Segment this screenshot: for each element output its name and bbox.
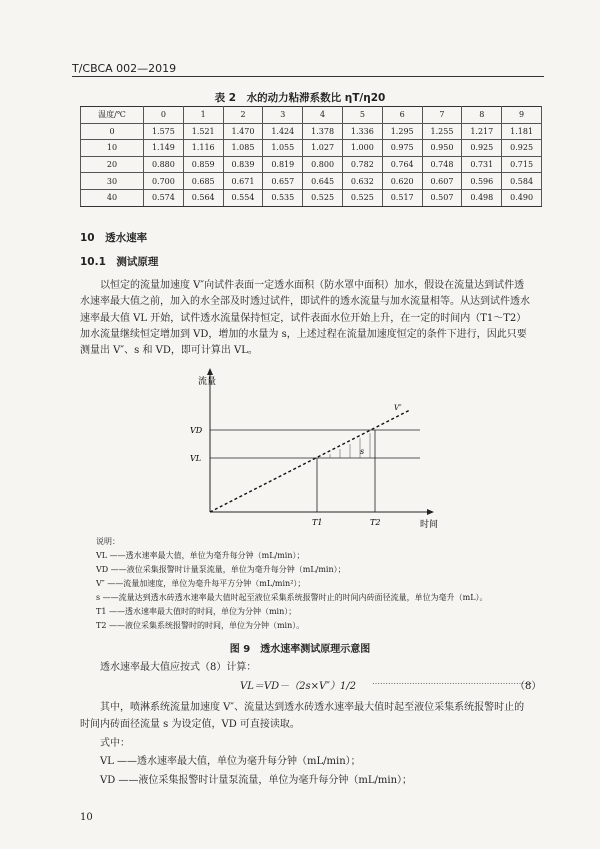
table-cell: 0.715 — [502, 156, 542, 173]
explanation-line: 时间内砖面径流量 s 为设定值，VD 可直接读取。 — [80, 719, 300, 730]
table-cell: 1.424 — [263, 123, 303, 140]
table-cell: 0.632 — [342, 173, 382, 190]
table-row — [81, 173, 542, 190]
subsection-heading: 10.1 测试原理 — [80, 256, 159, 268]
page-number: 10 — [80, 812, 93, 823]
formula: VL＝VD－（2s×V″）1/2 — [240, 681, 357, 692]
table-cell: 0.880 — [144, 156, 184, 173]
legend-item: VL ——透水速率最大值，单位为毫升每分钟（mL/min）； — [96, 551, 305, 560]
table-cell: 0.839 — [223, 156, 263, 173]
t2-label: T2 — [370, 518, 381, 527]
table-header-cell: 6 — [382, 107, 422, 124]
table-cell: 0.517 — [382, 189, 422, 206]
where-label: 式中： — [100, 738, 130, 749]
table-cell: 0.859 — [183, 156, 223, 173]
calc-intro: 透水速率最大值应按式（8）计算： — [100, 662, 257, 673]
table-cell: 0.782 — [342, 156, 382, 173]
y-axis-arrow — [207, 368, 213, 375]
table-cell: 0.574 — [144, 189, 184, 206]
figure-caption: 图 9 透水速率测试原理示意图 — [229, 644, 371, 655]
table-row — [81, 156, 542, 173]
header-rule — [72, 76, 544, 77]
table-cell: 0.950 — [422, 140, 462, 157]
table-cell: 0.731 — [462, 156, 502, 173]
table-cell: 0.620 — [382, 173, 422, 190]
viscosity-table — [80, 106, 542, 207]
table-cell: 1.470 — [223, 123, 263, 140]
table-cell: 0.700 — [144, 173, 184, 190]
area-label: s — [360, 447, 365, 456]
table-header-cell: 9 — [502, 107, 542, 124]
document-code: T/CBCA 002—2019 — [72, 62, 177, 75]
table-header-cell: 2 — [223, 107, 263, 124]
table-cell: 1.055 — [263, 140, 303, 157]
table-header-row — [81, 107, 542, 124]
table-caption: 表 2 水的动力粘滞系数比 ηT/η20 — [214, 92, 386, 104]
table-cell: 1.116 — [183, 140, 223, 157]
principle-paragraph — [80, 278, 544, 359]
flow-acceleration-line — [210, 410, 410, 512]
table-cell: 1.378 — [303, 123, 343, 140]
table-header-cell: 1 — [183, 107, 223, 124]
table-row — [81, 189, 542, 206]
legend-item: V″ ——流量加速度，单位为毫升每平方分钟（mL/min²）； — [96, 579, 306, 588]
table-cell: 1.217 — [462, 123, 502, 140]
table-header-cell: 8 — [462, 107, 502, 124]
figure-9-diagram — [180, 360, 450, 530]
legend-title: 说明： — [96, 537, 120, 546]
table-cell: 0.800 — [303, 156, 343, 173]
x-axis-arrow — [427, 509, 434, 515]
table-cell: 0.748 — [422, 156, 462, 173]
vl-label: VL — [190, 454, 202, 463]
table-cell: 0.607 — [422, 173, 462, 190]
x-axis-label: 时间 — [420, 520, 439, 530]
table-row-label: 30 — [81, 173, 144, 190]
table-cell: 1.085 — [223, 140, 263, 157]
table-header-cell: 0 — [144, 107, 184, 124]
vd-label: VD — [190, 426, 203, 435]
section-heading: 10 透水速率 — [80, 232, 148, 244]
legend-item: s ——流量达到透水砖透水速率最大值时起至液位采集系统报警时止的时间内砖面径流量，单位为毫升（mL）。 — [96, 593, 488, 602]
slope-label: V″ — [394, 404, 402, 412]
table-cell: 0.525 — [303, 189, 343, 206]
legend-item: T2 ——液位采集系统报警时的时间，单位为分钟（min）。 — [96, 621, 305, 630]
y-axis-label: 流量 — [198, 377, 217, 387]
table-row — [81, 140, 542, 157]
table-cell: 0.925 — [502, 140, 542, 157]
table-cell: 0.535 — [263, 189, 303, 206]
table-row-label: 20 — [81, 156, 144, 173]
table-cell: 0.657 — [263, 173, 303, 190]
equation-number: （8） — [515, 681, 542, 692]
table-cell: 0.525 — [342, 189, 382, 206]
table-header-cell: 温度/℃ — [81, 107, 144, 124]
leader-dots: …………………………………………………… — [372, 677, 532, 686]
table-cell: 0.671 — [223, 173, 263, 190]
table-header-cell: 7 — [422, 107, 462, 124]
paragraph-line: 加水流量继续恒定增加到 VD，增加的水量为 s，上述过程在流量加速度恒定的条件下进行，因此只要 — [80, 328, 527, 340]
paragraph-line: 速率最大值 VL 开始，试件透水流量保持恒定，试件表面水位开始上升，在一定的时间内（T1～T2） — [80, 312, 527, 324]
table-cell: 0.819 — [263, 156, 303, 173]
legend-item: T1 ——透水速率最大值时的时间，单位为分钟（min）； — [96, 607, 297, 616]
variable-definition: VL ——透水速率最大值，单位为毫升每分钟（mL/min）； — [100, 756, 361, 767]
table-cell: 1.295 — [382, 123, 422, 140]
paragraph-line: 水速率最大值之前，加入的水全部及时透过试件，即试件的透水流量与加水流量相等。从达到试件透水 — [80, 296, 530, 308]
table-cell: 1.027 — [303, 140, 343, 157]
table-row — [81, 123, 542, 140]
variable-definition: VD ——液位采集报警时计量泵流量，单位为毫升每分钟（mL/min）； — [100, 775, 413, 786]
table-cell: 1.000 — [342, 140, 382, 157]
table-cell: 1.255 — [422, 123, 462, 140]
table-cell: 0.925 — [462, 140, 502, 157]
paragraph-line: 测量出 V″、s 和 VD，即可计算出 VL。 — [80, 345, 258, 357]
paragraph-line: 以恒定的流量加速度 V″向试件表面一定透水面积（防水罩中面积）加水，假设在流量达到试件透 — [100, 280, 525, 291]
table-cell: 0.685 — [183, 173, 223, 190]
table-header-cell: 4 — [303, 107, 343, 124]
table-cell: 0.584 — [502, 173, 542, 190]
table-cell: 1.149 — [144, 140, 184, 157]
table-cell: 0.596 — [462, 173, 502, 190]
table-header-cell: 5 — [342, 107, 382, 124]
table-cell: 0.645 — [303, 173, 343, 190]
explanation-line: 其中，喷淋系统流量加速度 V″、流量达到透水砖透水速率最大值时起至液位采集系统报警时止的 — [100, 702, 525, 713]
table-row-label: 10 — [81, 140, 144, 157]
table-cell: 1.181 — [502, 123, 542, 140]
table-cell: 0.564 — [183, 189, 223, 206]
table-cell: 1.575 — [144, 123, 184, 140]
table-row-label: 0 — [81, 123, 144, 140]
t1-label: T1 — [312, 518, 323, 527]
table-cell: 0.975 — [382, 140, 422, 157]
table-header-cell: 3 — [263, 107, 303, 124]
table-cell: 1.521 — [183, 123, 223, 140]
table-cell: 0.507 — [422, 189, 462, 206]
legend-item: VD ——液位采集报警时计量泵流量，单位为毫升每分钟（mL/min）； — [96, 565, 346, 574]
table-cell: 0.490 — [502, 189, 542, 206]
table-cell: 0.498 — [462, 189, 502, 206]
table-cell: 0.764 — [382, 156, 422, 173]
table-row-label: 40 — [81, 189, 144, 206]
table-cell: 1.336 — [342, 123, 382, 140]
table-cell: 0.554 — [223, 189, 263, 206]
